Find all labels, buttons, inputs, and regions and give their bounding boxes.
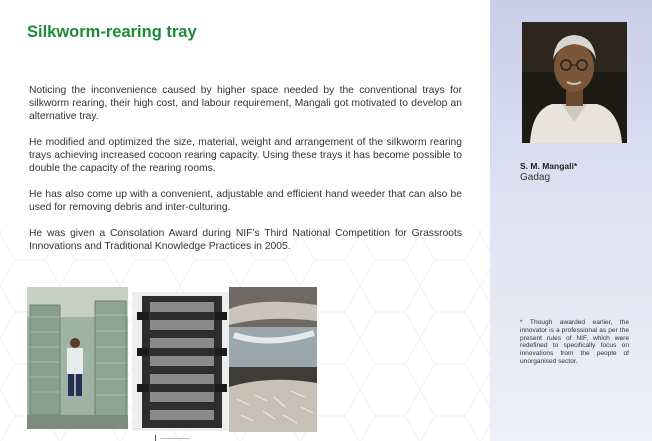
photo-tray-closeup bbox=[132, 292, 229, 431]
photo-innovator-with-trays bbox=[27, 287, 128, 429]
innovator-name: S. M. Mangali* bbox=[520, 161, 578, 171]
paragraph-1: Noticing the inconvenience caused by higher space needed by the conventional trays for silkworm rearing, their high cost, and labour requirement, Mangali got motivated to develop an alternative tray. bbox=[29, 85, 462, 122]
description-text bbox=[29, 84, 462, 266]
photo-rearing-rack bbox=[229, 287, 317, 432]
paragraph-3: He has also come up with a convenient, adjustable and efficient hand weeder that can also be used for removing debris and inter-culturing. bbox=[29, 189, 462, 213]
innovator-place: Gadag bbox=[520, 172, 551, 183]
innovator-portrait-photo bbox=[522, 22, 627, 143]
footnote: * Though awarded earlier, the innovator is a professional as per the present rules of NIF, which were redefined to specifically focus on innovations from the people of unorganised sector. bbox=[520, 319, 629, 365]
divider-line bbox=[160, 438, 190, 439]
paragraph-2: He modified and optimized the size, material, weight and arrangement of the silkworm rearing trays achieving increased cocoon rearing capacity. Using these trays it has become possible to double the capacity of the rearing rooms. bbox=[29, 137, 462, 174]
page-title: Silkworm-rearing tray bbox=[27, 23, 197, 41]
divider-mark bbox=[155, 435, 156, 441]
paragraph-4: He was given a Consolation Award during NIF’s Third National Competition for Grassroots Innovations and Traditional Knowledge Practices in 2005. bbox=[29, 228, 462, 252]
